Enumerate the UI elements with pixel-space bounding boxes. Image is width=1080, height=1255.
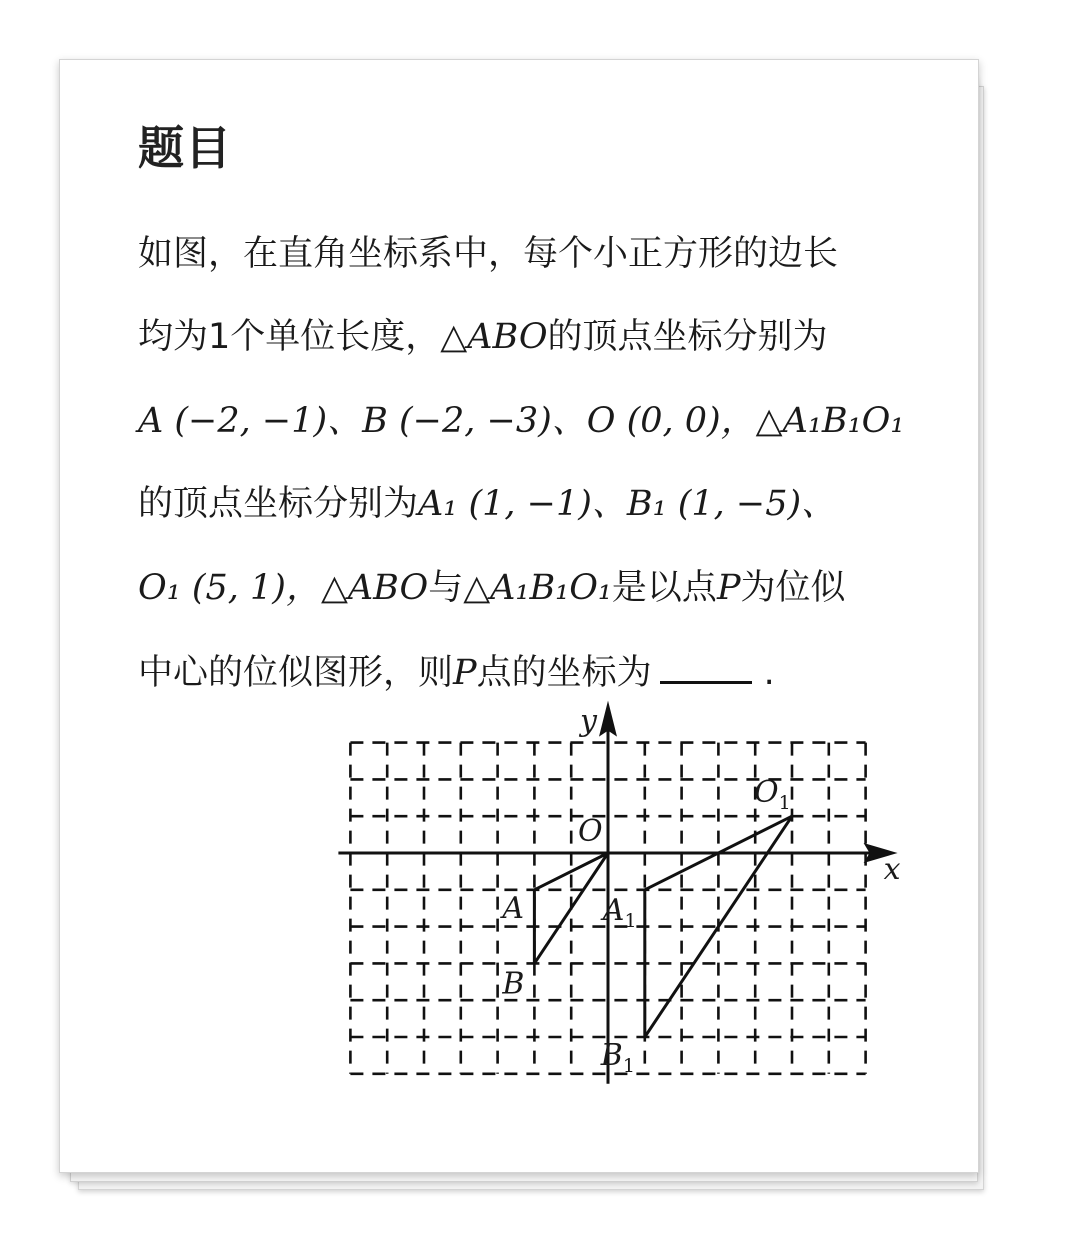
line2-text-a: 均为1个单位长度，△ (138, 317, 468, 357)
problem-line-2 (138, 313, 828, 361)
line3-coordinates: A (−2, −1)、B (−2, −3)、O (0, 0)，△A₁B₁O₁ (138, 401, 905, 441)
problem-line-4 (138, 480, 836, 528)
line2-text-c: 的顶点坐标分别为 (547, 317, 828, 357)
problem-line-5 (138, 564, 846, 612)
line6-text-a: 中心的位似图形，则 (138, 653, 454, 693)
x-axis-label: x (883, 852, 901, 887)
problem-line-1: 如图，在直角坐标系中，每个小正方形的边长 (138, 234, 839, 274)
point-label-A1: $A_1$ (602, 892, 637, 932)
line6-text-c: 点的坐标为 (476, 653, 652, 693)
point-label-subscript: 1 (778, 792, 791, 815)
line5-text-b: 与 (428, 568, 464, 608)
line2-math-abo: ABO (467, 317, 548, 357)
point-label-A: A (502, 890, 525, 926)
problem-line-3 (138, 397, 904, 445)
line5-math-c: △A₁B₁O₁ (463, 568, 612, 608)
problem-line-6 (138, 647, 775, 697)
point-label-subscript: 1 (624, 909, 637, 932)
line4-coordinates: A₁ (1, −1)、B₁ (1, −5)、 (418, 484, 837, 524)
line6-period: . (763, 653, 775, 693)
line5-text-f: 为位似 (740, 568, 846, 608)
page-title: 题目 (138, 121, 232, 175)
line6-math-p: P (453, 653, 477, 693)
line4-text-a: 的顶点坐标分别为 (138, 484, 419, 524)
coordinate-figure (330, 700, 910, 1095)
point-label-O: O (578, 814, 603, 849)
point-label-O1: $O_1$ (754, 775, 791, 815)
line5-math-p: P (716, 568, 741, 608)
point-label-B1: $B_1$ (600, 1038, 635, 1077)
point-label-B: B (502, 966, 525, 1002)
point-label-subscript: 1 (622, 1055, 635, 1077)
line5-text-d: 是以点 (611, 568, 717, 608)
answer-blank[interactable] (660, 647, 752, 684)
line5-math-a: O₁ (5, 1)，△ABO (138, 568, 429, 608)
y-axis-label: y (580, 703, 597, 739)
